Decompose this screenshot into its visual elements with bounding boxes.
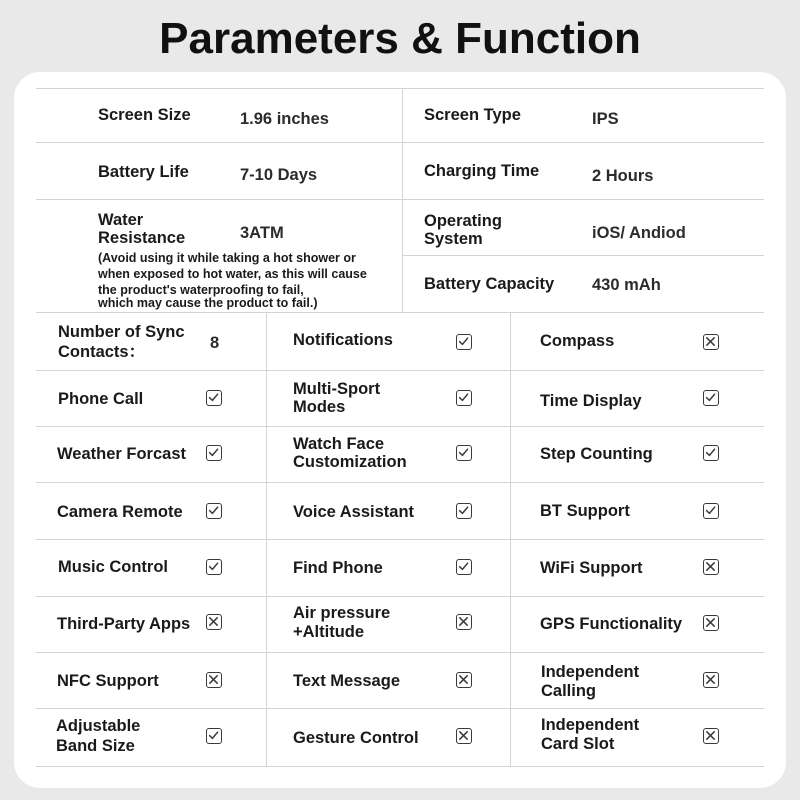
independent-calling-label-2: Calling — [541, 682, 597, 700]
divider — [36, 370, 764, 371]
water-resistance-label-1: Water — [98, 211, 144, 229]
independent-card-slot-cross-icon — [703, 728, 719, 744]
divider — [36, 482, 764, 483]
adjustable-band-label-1: Adjustable — [56, 717, 141, 735]
watch-face-check-icon — [456, 445, 472, 461]
text-message-label: Text Message — [293, 672, 400, 690]
adjustable-band-check-icon — [206, 728, 222, 744]
air-pressure-label-2: +Altitude — [293, 623, 365, 641]
air-pressure-label-1: Air pressure — [293, 604, 391, 622]
find-phone-label: Find Phone — [293, 559, 383, 577]
divider — [266, 312, 267, 766]
time-display-label: Time Display — [540, 392, 642, 410]
divider — [402, 88, 403, 312]
nfc-label: NFC Support — [57, 672, 159, 690]
sync-contacts-value: 8 — [210, 334, 220, 352]
screen-type-value: IPS — [592, 110, 619, 128]
battery-capacity-label: Battery Capacity — [424, 275, 555, 293]
gps-label: GPS Functionality — [540, 615, 683, 633]
phone-call-label: Phone Call — [58, 390, 144, 408]
operating-system-value: iOS/ Andiod — [592, 224, 686, 242]
step-counting-label: Step Counting — [540, 445, 653, 463]
water-resistance-note-1: (Avoid using it while taking a hot shower or — [98, 251, 356, 265]
find-phone-check-icon — [456, 559, 472, 575]
compass-label: Compass — [540, 332, 615, 350]
operating-system-label-1: Operating — [424, 212, 502, 230]
independent-calling-label-1: Independent — [541, 663, 640, 681]
adjustable-band-label-2: Band Size — [56, 737, 135, 755]
divider — [36, 426, 764, 427]
charging-time-label: Charging Time — [424, 162, 540, 180]
water-resistance-note-3: the product's waterproofing to fail, — [98, 283, 304, 297]
divider — [36, 596, 764, 597]
compass-cross-icon — [703, 334, 719, 350]
step-counting-check-icon — [703, 445, 719, 461]
camera-remote-check-icon — [206, 503, 222, 519]
weather-label: Weather Forcast — [57, 445, 186, 463]
air-pressure-cross-icon — [456, 614, 472, 630]
water-resistance-label-2: Resistance — [98, 229, 186, 247]
camera-remote-label: Camera Remote — [57, 503, 183, 521]
divider — [36, 708, 764, 709]
divider — [36, 539, 764, 540]
divider — [402, 255, 764, 256]
bt-support-check-icon — [703, 503, 719, 519]
voice-assistant-label: Voice Assistant — [293, 503, 415, 521]
watch-face-label-1: Watch Face — [293, 435, 385, 453]
wifi-support-label: WiFi Support — [540, 559, 643, 577]
divider — [36, 88, 764, 89]
divider — [36, 142, 764, 143]
watch-face-label-2: Customization — [293, 453, 407, 471]
divider — [36, 199, 764, 200]
battery-life-label: Battery Life — [98, 163, 189, 181]
battery-capacity-value: 430 mAh — [592, 276, 661, 294]
nfc-cross-icon — [206, 672, 222, 688]
gesture-control-cross-icon — [456, 728, 472, 744]
independent-card-slot-label-1: Independent — [541, 716, 640, 734]
screen-type-label: Screen Type — [424, 106, 521, 124]
water-resistance-note-4: which may cause the product to fail.) — [98, 296, 318, 310]
multi-sport-label-2: Modes — [293, 398, 346, 416]
multi-sport-label-1: Multi-Sport — [293, 380, 381, 398]
gps-cross-icon — [703, 615, 719, 631]
phone-call-check-icon — [206, 390, 222, 406]
screen-size-value: 1.96 inches — [240, 110, 329, 128]
notifications-label: Notifications — [293, 331, 393, 349]
third-party-apps-cross-icon — [206, 614, 222, 630]
page-title: Parameters & Function — [159, 14, 641, 63]
parameters-card — [14, 72, 786, 788]
divider — [36, 766, 764, 767]
battery-life-value: 7-10 Days — [240, 166, 318, 184]
text-message-cross-icon — [456, 672, 472, 688]
water-resistance-value: 3ATM — [240, 224, 284, 242]
third-party-apps-label: Third-Party Apps — [57, 615, 191, 633]
notifications-check-icon — [456, 334, 472, 350]
divider — [36, 312, 764, 313]
voice-assistant-check-icon — [456, 503, 472, 519]
gesture-control-label: Gesture Control — [293, 729, 419, 747]
charging-time-value: 2 Hours — [592, 167, 654, 185]
wifi-support-cross-icon — [703, 559, 719, 575]
bt-support-label: BT Support — [540, 502, 630, 520]
music-control-check-icon — [206, 559, 222, 575]
independent-calling-cross-icon — [703, 672, 719, 688]
sync-contacts-label-2: Contacts： — [58, 343, 146, 361]
music-control-label: Music Control — [58, 558, 168, 576]
multi-sport-check-icon — [456, 390, 472, 406]
independent-card-slot-label-2: Card Slot — [541, 735, 615, 753]
divider — [36, 652, 764, 653]
operating-system-label-2: System — [424, 230, 483, 248]
sync-contacts-label-1: Number of Sync — [58, 323, 185, 341]
weather-check-icon — [206, 445, 222, 461]
water-resistance-note-2: when exposed to hot water, as this will cause — [98, 267, 367, 281]
divider — [510, 312, 511, 766]
screen-size-label: Screen Size — [98, 106, 191, 124]
time-display-check-icon — [703, 390, 719, 406]
